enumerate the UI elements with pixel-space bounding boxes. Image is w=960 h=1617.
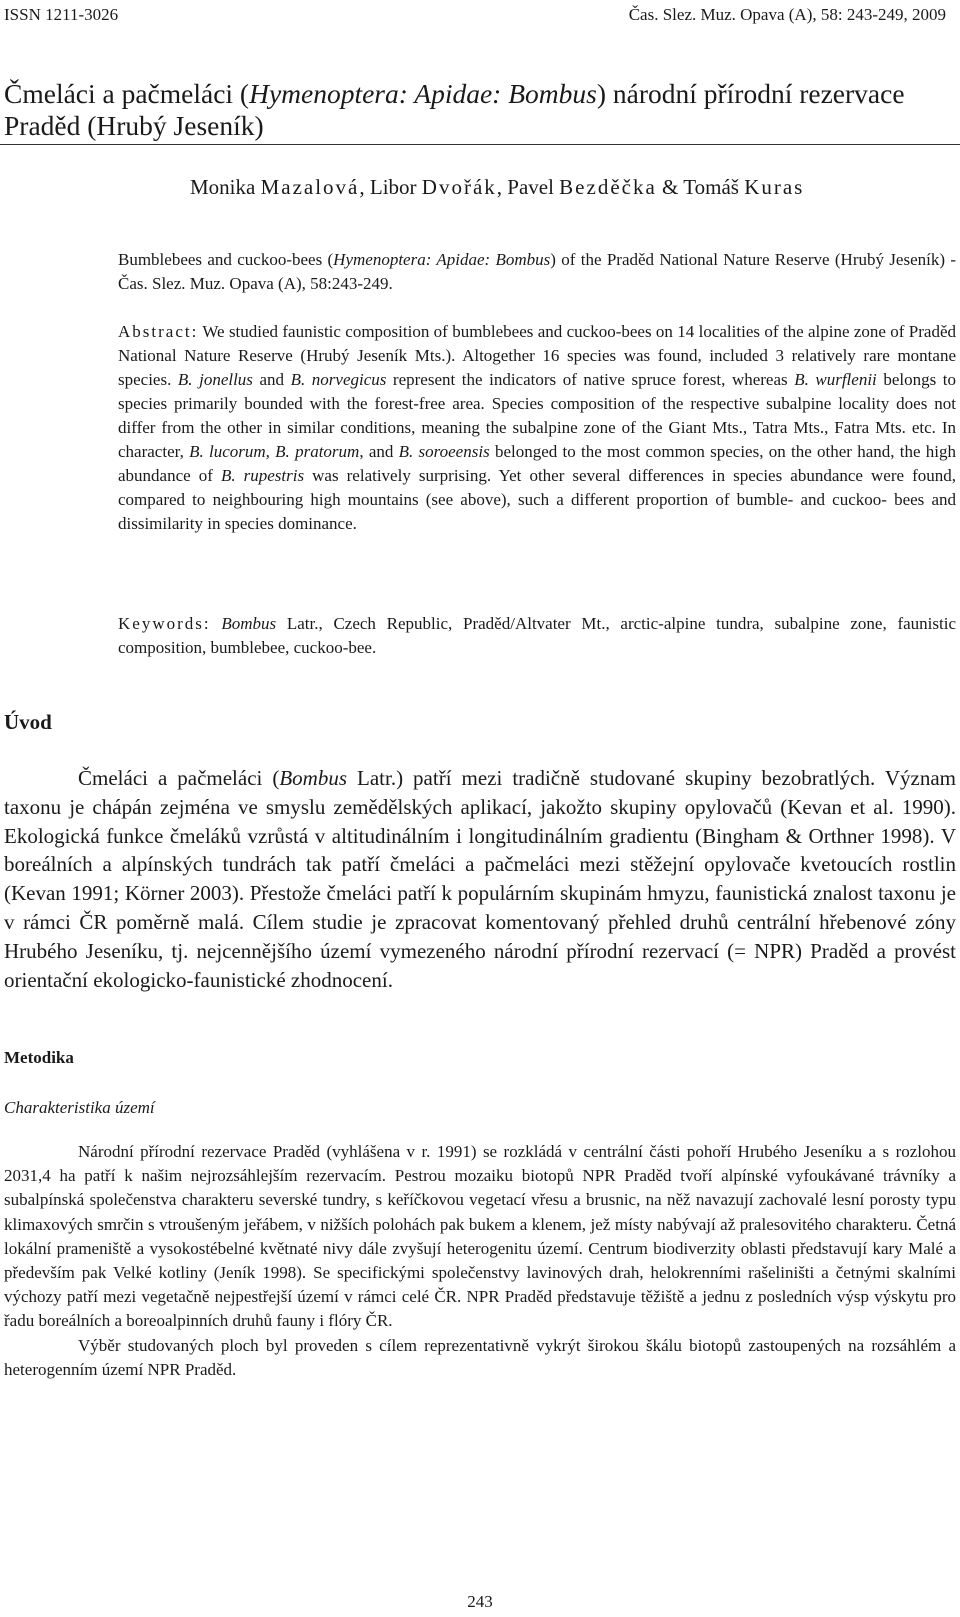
citation-taxon: Hymenoptera: Apidae: Bombus [333, 250, 551, 269]
abstract-text: , and [359, 442, 399, 461]
author-2-last: Dvořák [421, 175, 497, 199]
abstract-text: belonged to the most common species, on the other hand, the high abundance of [118, 442, 957, 485]
article-title [4, 78, 944, 142]
metodika-paragraph-1: Národní přírodní rezervace Praděd (vyhlášena v r. 1991) se rozkládá v centrální části pohoří Hrubého Jeseníku a s rozlohou 2031,4 ha patří k našim nejrozsáhlejším rezervacím. Pestrou mozaiku biotopů NPR Praděd tvoří alpínské vyfoukávané trávníky a subalpínská společenstva charakteru severské tundry, s keříčkovou vegetací vřesu a brusnic, na něž navazují zachovalé lesní porosty typu klimaxových smrčin s vtroušeným jeřábem, v nižších polohách pak bukem a klenem, jež místy nabývají až pralesovitého charakteru. Četná lokální prameniště a vysokostébelné květnaté nivy dále zvyšují heterogenitu území. Centrum biodiverzity oblasti představují kary Malé a především pak Velké kotliny (Jeník 1998). Se specifickými společenstvy lavinových drah, helokrenními rašeliništi a četnými skalními výchozy patří mezi vegetačně nejpestřejší území v rámci celé ČR. NPR Praděd představuje těžiště a jednu z posledních výsp výskytu pro řadu boreálních a boreoalpinních druhů fauny i flóry ČR. [4, 1142, 956, 1331]
uvod-genus: Bombus [279, 766, 348, 790]
author-3-last: Bezděčka [559, 175, 657, 199]
abstract-text: represent the indicators of native spruce forest, whereas [386, 370, 795, 389]
uvod-paragraph [4, 764, 956, 994]
page-number: 243 [467, 1592, 493, 1611]
author-2-first: , Libor [359, 175, 422, 199]
abstract-species: B. soroeensis [398, 442, 490, 461]
title-taxon: Hymenoptera: Apidae: Bombus [249, 78, 597, 109]
abstract-label: Abstract: [118, 322, 199, 341]
metodika-paragraph-2: Výběr studovaných ploch byl proveden s cílem reprezentativně vykrýt širokou škálu biotopů zastoupených na rozsáhlém a heterogenním území NPR Praděd. [4, 1335, 956, 1379]
author-1-last: Mazalová [260, 175, 360, 199]
abstract-species: B. jonellus [177, 370, 253, 389]
uvod-text-2: Latr.) patří mezi tradičně studované skupiny bezobratlých. Význam taxonu je chápán zejména ve smyslu zemědělských aplikací, jakožto skupiny opylovačů (Kevan et al. 1990). Ekologická funkce čmeláků vzrůstá v altitudinálním i longitudinálním gradientu (Bingham & Orthner 1998). V boreálních a alpínských tundrách tak patří čmeláci a pačmeláci mezi stěžejní opylovače kvetoucích rostlin (Kevan 1991; Körner 2003). Přestože čmeláci patří k populárním skupinám hmyzu, faunistická znalost taxonu je v rámci ČR poměrně malá. Cílem studie je zpracovat komentovaný přehled druhů centrální hřebenové zóny Hrubého Jeseníku, tj. nejcennějšího území vymezeného národní přírodní rezervací (= NPR) Praděd a provést orientační ekologicko-faunistické zhodnocení. [4, 766, 956, 992]
abstract-text: We studied faunistic composition of bumblebees and cuckoo-bees on 14 localities of the alpine zone of Praděd National Nature Reserve (Hrubý Jeseník Mts.). Altogether 16 species was found, included 3 relatively rare montane species. [118, 322, 956, 389]
keywords-text: Latr., Czech Republic, Praděd/Altvater Mt., arctic-alpine tundra, subalpine zone, faunistic composition, bumblebee, cuckoo-bee. [118, 614, 956, 657]
author-4-last: Kuras [744, 175, 805, 199]
section-heading-uvod: Úvod [4, 710, 52, 734]
abstract [118, 320, 956, 536]
author-1-first: Monika [190, 175, 261, 199]
subsection-heading-charakteristika: Charakteristika území [4, 1098, 155, 1117]
abstract-species: B. lucorum, B. pratorum [189, 442, 360, 461]
keywords-genus: Bombus [221, 614, 277, 633]
keywords-label: Keywords: [118, 614, 211, 633]
abstract-species: B. rupestris [220, 466, 305, 485]
author-4-first: & Tomáš [656, 175, 745, 199]
section-heading-metodika: Metodika [4, 1048, 74, 1067]
author-list [190, 174, 950, 200]
journal-reference-header: Čas. Slez. Muz. Opava (A), 58: 243-249, 2009 [628, 5, 946, 24]
citation-text-2: ) of the Praděd National Nature Reserve (Hrubý Jeseník) - Čas. Slez. Muz. Opava (A), 58:243-249. [118, 250, 956, 293]
title-rule [0, 144, 960, 145]
abstract-species: B. norvegicus [290, 370, 387, 389]
issn-header: ISSN 1211-3026 [4, 5, 119, 24]
abstract-text: was relatively surprising. Yet other several differences in species abundance were found, compared to neighbouring high mountains (see above), such a different proportion of bumble- and cuckoo- bees and dissimilarity in species dominance. [118, 466, 956, 533]
abstract-text: and [252, 370, 291, 389]
uvod-text-1: Čmeláci a pačmeláci ( [78, 766, 280, 790]
title-text-2: ) národní přírodní rezervace Praděd (Hrubý Jeseník) [4, 78, 905, 141]
keywords [118, 612, 956, 660]
metodika-body [4, 1140, 956, 1382]
author-3-first: , Pavel [496, 175, 560, 199]
citation-text-1: Bumblebees and cuckoo-bees ( [118, 250, 334, 269]
abstract-species: B. wurflenii [794, 370, 877, 389]
abstract-text: belongs to species primarily bounded with the forest-free area. Species composition of the respective subalpine locality does not differ from the other in similar conditions, meaning the subalpine zone of the Giant Mts., Tatra Mts., Fatra Mts. etc. In character, [118, 370, 956, 461]
english-citation [118, 248, 956, 296]
title-text-1: Čmeláci a pačmeláci ( [4, 78, 250, 109]
